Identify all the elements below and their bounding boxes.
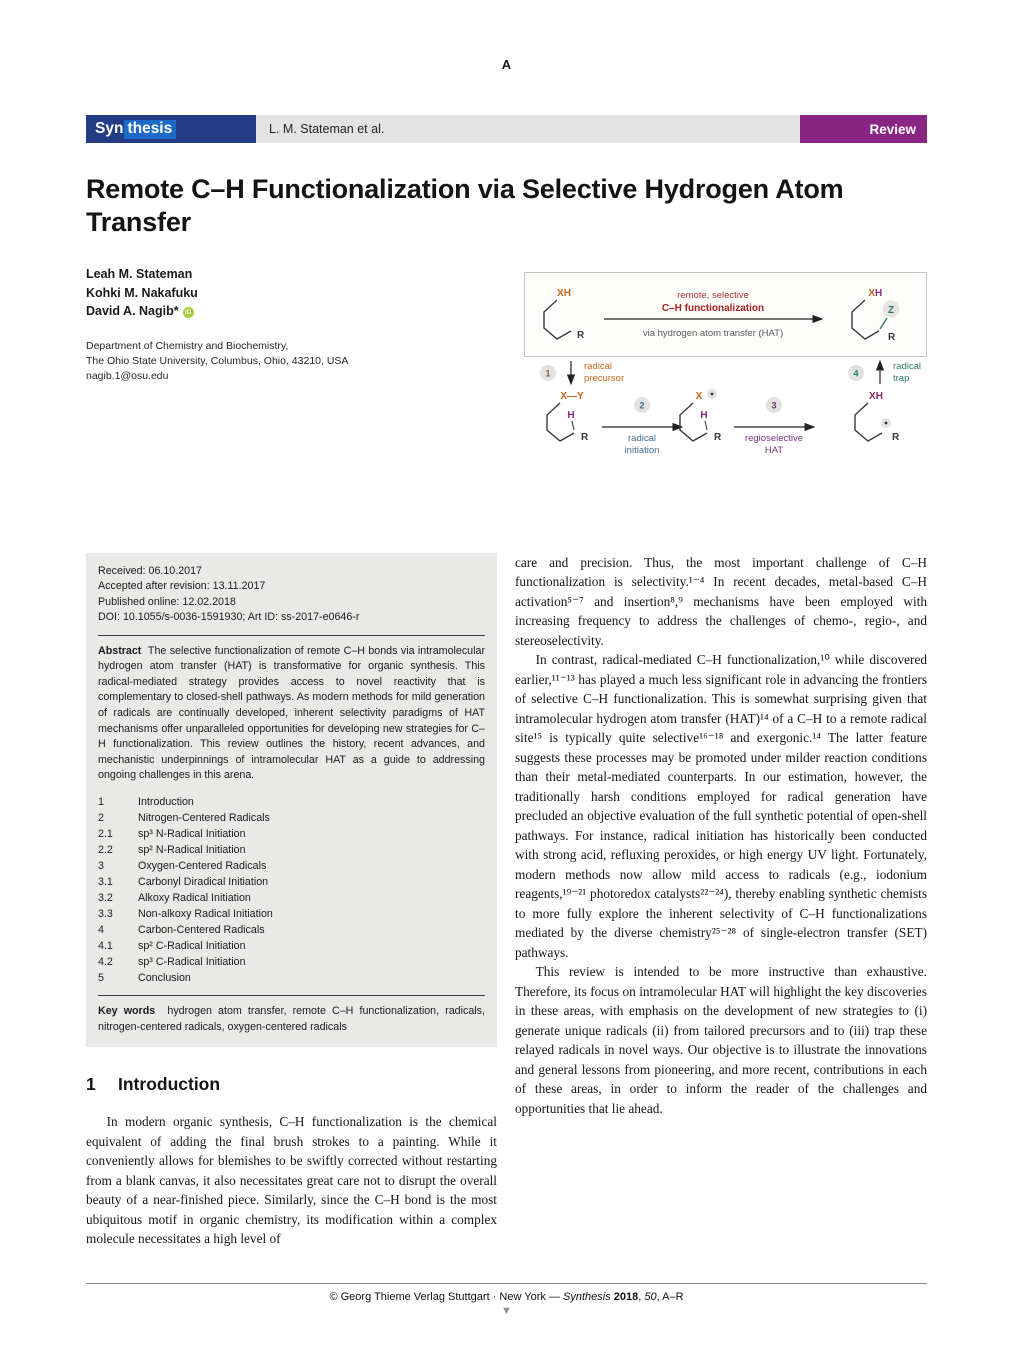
body-paragraph-3: This review is intended to be more instructive than exhaustive. Therefore, its focus on intramolecular HAT will highlight the key discoveries in these areas, with emphasis on the development of new strategies to (i) generate unique radicals (ii) from tailored precursors and to (iii) trap these relayed radicals in novel ways. Our objective is to illustrate the innovations and general lessons from pioneering, and more recent, contributions in each of these areas, in order to inform the reader of the challenges and opportunities that lie ahead. [515,964,927,1116]
keywords [98,1004,485,1035]
main-columns [86,553,927,1249]
product-z-label: Z [887,304,895,316]
info-divider-bottom [98,995,485,996]
precursor-xy-label: X—Y [560,390,584,402]
table-of-contents [98,794,485,987]
toc-label: Nitrogen-Centered Radicals [138,811,270,824]
keywords-label: Key words [98,1005,156,1018]
section-title: Introduction [118,1074,221,1095]
step-1-label-1: radical [584,360,612,372]
author-1-name: Leah M. Stateman [86,266,193,281]
author-block [86,262,524,463]
c-radical-chain [855,403,882,441]
author-2 [86,284,524,303]
precursor-r-label: R [581,431,589,443]
author-3 [86,302,524,321]
toc-num: 5 [98,972,104,985]
substrate-xh-label: XH [557,287,571,299]
step-3-arrow-group [734,397,814,456]
step-1-label-2: precursor [584,372,625,384]
toc-item [98,810,485,826]
toc-label: sp³ N-Radical Initiation [138,827,246,840]
precursor-molecule [547,391,589,443]
footer-separator: , [638,1291,645,1303]
received-date: Received: 06.10.2017 [98,564,202,577]
toc-num: 3.2 [98,891,113,904]
toc-num: 2.2 [98,843,113,856]
page-nav-triangle-icon[interactable]: ▼ [501,1305,512,1317]
body-paragraph-2: In contrast, radical-mediated C–H functionalization,¹⁰ while discovered earlier,¹¹⁻¹³ has played a much less significant role in advancing the frontiers of selective C–H functionalization. This is somewhat surprising given that intramolecular hydrogen atom transfer (HAT)¹⁴ of a C–H to a remote radical site¹⁵ is typically quite selective¹⁶⁻¹⁸ and exergonic.¹⁴ The latter feature suggests these processes may be promoted under milder reaction conditions than their metal-mediated counterparts. In our estimation, however, the traditionally harsh conditions employed for radical generation have precluded an objective evaluation of the full synthetic potential of open-shell pathways. For instance, radical initiation has historically been conducted with strong acid, refluxing peroxides, or high energy UV light. Fortunately, modern methods now allow mild access to radicals (e.g., iodonium reagents,¹⁹⁻²¹ photoredox catalysts²²⁻²⁴), thereby enabling synthetic chemists to more fully explore the inherent selectivity of C–H functionalizations mediated by the diverse chemistry²⁵⁻²⁸ of single-electron transfer (SET) pathways. [515,652,927,960]
affiliation-email[interactable]: nagib.1@osu.edu [86,369,169,382]
footer-year: 2018 [613,1291,639,1303]
toc-label: sp² N-Radical Initiation [138,843,246,856]
page-content [86,115,927,1249]
toc-num: 3 [98,859,104,872]
toc-num: 4 [98,923,104,936]
toc-item [98,794,485,810]
toc-num: 3.3 [98,907,113,920]
graphical-abstract [524,272,927,463]
step-3-number: 3 [771,400,777,411]
body-paragraph-1: care and precision. Thus, the most important challenge of C–H functionalization is selectivity.¹⁻⁴ In recent decades, metal-based C–H activation⁵⁻⁷ and insertion⁸,⁹ mechanisms have been employed with increasing frequency to address the challenges of chemo-, regio-, and stereoselectivity. [515,554,927,648]
substrate-r-label: R [577,329,585,341]
toc-num: 2 [98,811,104,824]
product-r-label: R [888,331,896,343]
step-4-label-1: radical [893,360,921,372]
footer-copyright: © Georg Thieme Verlag Stuttgart · New York — [329,1291,560,1303]
left-column [86,553,497,1249]
article-type-badge [800,115,927,143]
toc-item [98,858,485,874]
toc-num: 1 [98,795,104,808]
precursor-ch-bond [572,421,574,430]
article-info-block [86,553,497,1047]
corresponding-author-marker: * [173,304,179,319]
affiliation [86,339,524,384]
product-x-label: X [868,287,875,299]
c-radical-r-label: R [892,431,900,443]
doi-line[interactable]: DOI: 10.1055/s-0036-1591930; Art ID: ss-2017-e0646-r [98,611,360,624]
x-radical-r-label: R [714,431,722,443]
page-footer [86,1283,927,1303]
running-head-authors: L. M. Stateman et al. [269,122,385,136]
toc-item [98,970,485,986]
reaction-label-line2: C–H functionalization [661,302,765,314]
toc-label: Alkoxy Radical Initiation [138,891,251,904]
journal-logo-prefix: Syn [95,120,124,137]
toc-item [98,938,485,954]
toc-label: Carbonyl Diradical Initiation [138,875,269,888]
x-radical-ch-bond [705,421,707,430]
precursor-chain [547,403,574,441]
x-radical-molecule [680,389,722,443]
step-2-label-1: radical [628,432,656,444]
footer-journal-name: Synthesis [562,1291,611,1303]
footer-pages: , A–R [656,1291,684,1303]
step-1-number: 1 [545,368,551,379]
step-2-label-2: initiation [624,444,660,456]
step-2-arrow-group [602,397,682,456]
product-h-label: H [875,287,883,299]
toc-num: 4.1 [98,940,113,952]
journal-header-bar [86,115,927,143]
article-type-label: Review [869,121,916,137]
step-3-label-2: HAT [764,444,784,456]
reaction-label-line1: remote, selective [677,289,749,301]
step-1-marker [540,361,624,384]
running-head [256,115,800,143]
author-3-name: David A. Nagib [86,304,174,319]
x-radical-x-label: X [695,390,703,402]
abstract-text: The selective functionalization of remote C–H bonds via intramolecular hydrogen atom transfer (HAT) is transformative for organic synthesis. This radical-mediated strategy provides access to novel reactivity that is complementary to closed-shell pathways. As modern methods for mild generation of radicals are continually developed, inherent selectivity paradigms of HAT mechanisms offer unparalleled opportunities for developing new strategies for C–H functionalization. This review outlines the history, recent advances, and mechanistic underpinnings of intramolecular HAT as a guide to addressing ongoing challenges in this arena. [98,644,486,782]
article-title: Remote C–H Functionalization via Selective Hydrogen Atom Transfer [86,174,844,237]
step-3-label-1: regioselective [744,432,804,444]
keywords-text: hydrogen atom transfer, remote C–H functionalization, radicals, nitrogen-centered radicals, oxygen-centered radicals [98,1005,485,1033]
toc-item [98,874,485,890]
toc-num: 4.2 [98,956,113,969]
x-radical-chain [680,403,707,441]
toc-label: Oxygen-Centered Radicals [138,859,267,872]
graphical-abstract-svg [524,272,927,458]
abstract-label: Abstract [98,644,142,657]
precursor-h-label: H [567,409,575,421]
toc-label: Introduction [138,795,194,808]
step-4-label-2: trap [893,372,910,384]
section-heading-introduction [86,1074,497,1095]
affiliation-line-2: The Ohio State University, Columbus, Ohio, 43210, USA [86,355,349,368]
journal-logo-suffix: thesis [124,120,176,139]
footer-volume: 50 [644,1291,657,1303]
author-1 [86,265,524,284]
journal-logo [86,115,256,143]
step-2-number: 2 [639,400,645,411]
toc-item [98,922,485,938]
published-date: Published online: 12.02.2018 [98,595,236,608]
abstract-box [525,272,927,356]
section-number: 1 [86,1074,96,1095]
affiliation-line-1: Department of Chemistry and Biochemistry, [86,340,289,353]
toc-item [98,842,485,858]
accepted-date: Accepted after revision: 13.11.2017 [98,580,266,593]
toc-item [98,954,485,970]
c-radical-xh-label: XH [869,390,883,402]
toc-item [98,890,485,906]
page-number-letter: A [501,57,512,72]
toc-label: Non-alkoxy Radical Initiation [138,907,273,920]
step-4-marker [848,361,921,384]
reaction-sublabel: via hydrogen atom transfer (HAT) [642,327,784,339]
toc-label: Carbon-Centered Radicals [138,923,265,936]
toc-item [98,906,485,922]
authors-and-abstract-row [86,262,927,463]
orcid-icon[interactable]: iD [183,307,194,318]
step-4-number: 4 [853,368,859,379]
x-radical-h-label: H [700,409,708,421]
toc-label: sp³ C-Radical Initiation [138,956,246,969]
author-2-name: Kohki M. Nakafuku [86,285,198,300]
toc-num: 2.1 [98,827,113,840]
toc-item [98,826,485,842]
x-radical-dot [711,392,714,395]
c-radical-dot [885,421,888,424]
info-divider-top [98,635,485,636]
right-column [515,553,927,1249]
toc-label: Conclusion [138,972,191,985]
body-paragraph-left: In modern organic synthesis, C–H functionalization is the chemical equivalent of adding the final brush strokes to a painting. While it conveniently allows for blemishes to be swiftly corrected without restarting from a blank canvas, it also necessitates great care not to disrupt the overall beauty of a near-finished piece. Similarly, since the C–H bond is the most ubiquitous motif in organic chemistry, its modification within a complex molecule necessitates a high level of [86,1114,497,1247]
c-radical-molecule [855,391,900,443]
abstract [98,644,485,784]
toc-label: sp² C-Radical Initiation [138,940,246,952]
toc-num: 3.1 [98,875,113,888]
